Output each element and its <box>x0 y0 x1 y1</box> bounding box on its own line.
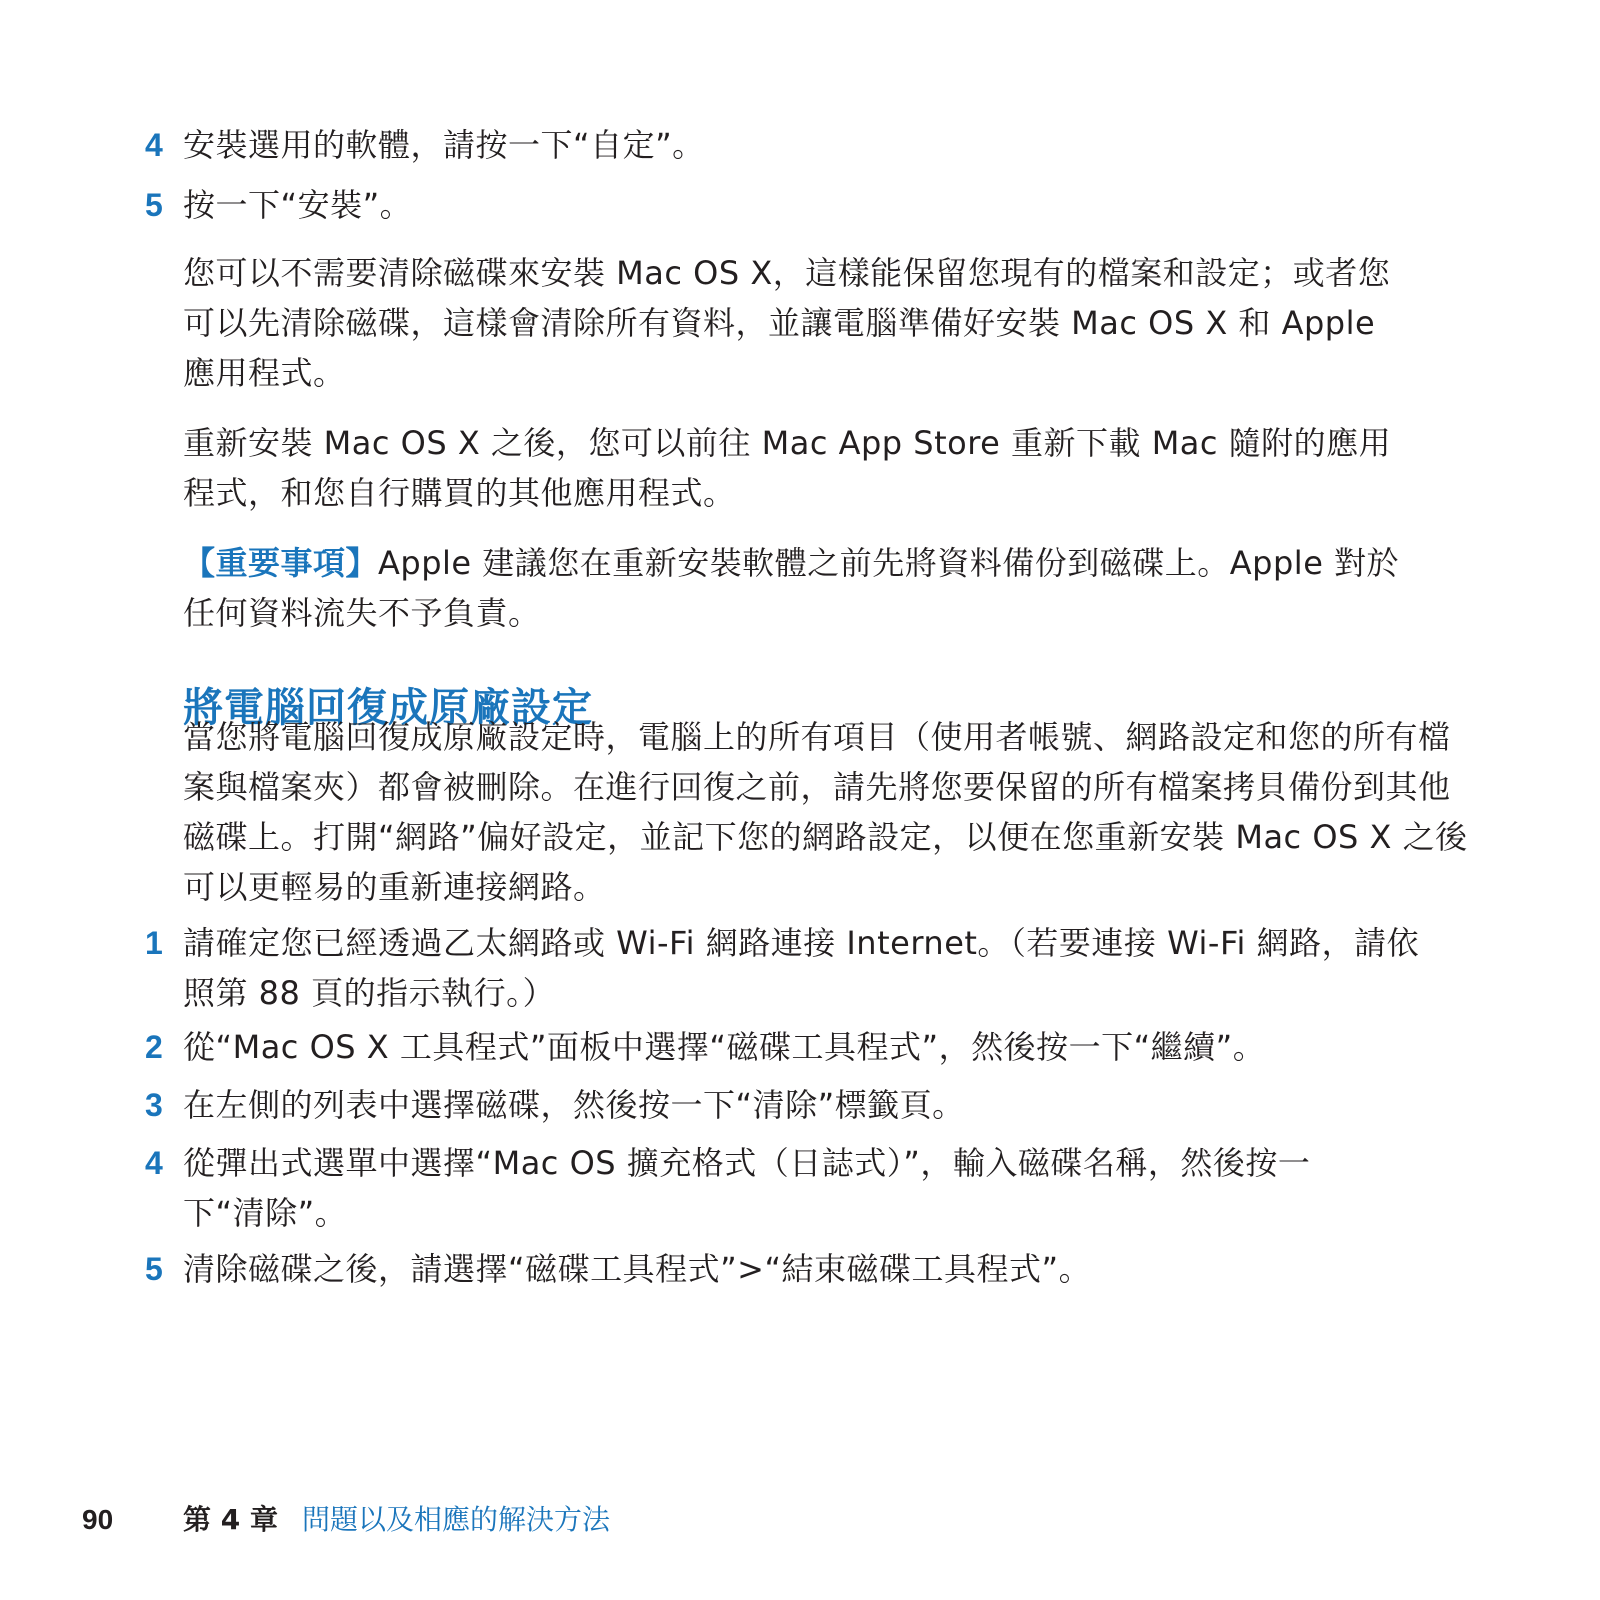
step-4-install-optional <box>145 120 1465 170</box>
step-number: 1 <box>145 925 163 961</box>
section-step-1 <box>145 918 1465 1018</box>
step-text: 從彈出式選單中選擇“Mac OS 擴充格式（日誌式）”，輸入磁碟名稱，然後按一下“清除”。 <box>183 1144 1311 1232</box>
paragraph-erase-option: 您可以不需要清除磁碟來安裝 Mac OS X，這樣能保留您現有的檔案和設定；或者您可以先清除磁碟，這樣會清除所有資料，並讓電腦準備好安裝 Mac OS X 和 Apple 應用程式。 <box>183 254 1391 392</box>
step-number: 4 <box>145 1145 163 1181</box>
section-step-3 <box>145 1080 1465 1130</box>
important-label: 【重要事項】 <box>183 544 379 582</box>
paragraph-reinstall-apps: 重新安裝 Mac OS X 之後，您可以前往 Mac App Store 重新下載 Mac 隨附的應用程式，和您自行購買的其他應用程式。 <box>183 424 1392 512</box>
step-text: 從“Mac OS X 工具程式”面板中選擇“磁碟工具程式”，然後按一下“繼續”。 <box>183 1028 1266 1066</box>
step-5-click-install <box>145 180 1465 230</box>
step-number: 4 <box>145 127 163 163</box>
section-step-2 <box>145 1022 1465 1072</box>
chapter-title: 問題以及相應的解決方法 <box>302 1503 611 1536</box>
section-title: 將電腦回復成原廠設定 <box>183 685 593 731</box>
important-text: Apple 建議您在重新安裝軟體之前先將資料備份到磁碟上。Apple 對於任何資料流失不予負責。 <box>183 544 1400 632</box>
step-number: 5 <box>145 187 163 223</box>
important-note <box>183 538 1413 638</box>
step-number: 3 <box>145 1087 163 1123</box>
section-step-4 <box>145 1138 1465 1238</box>
step-text: 清除磁碟之後，請選擇“磁碟工具程式”>“結束磁碟工具程式”。 <box>183 1250 1092 1288</box>
step-text: 安裝選用的軟體，請按一下“自定”。 <box>183 126 705 164</box>
chapter-label: 第 4 章 <box>183 1503 278 1536</box>
step-number: 5 <box>145 1251 163 1287</box>
section-step-5 <box>145 1244 1465 1294</box>
section-intro: 當您將電腦回復成原廠設定時，電腦上的所有項目（使用者帳號、網路設定和您的所有檔案與檔案夾）都會被刪除。在進行回復之前，請先將您要保留的所有檔案拷貝備份到其他磁碟上。打開“網路”偏好設定，並記下您的網路設定，以便在您重新安裝 Mac OS X 之後可以更輕易的重新連接網路。 <box>183 718 1468 906</box>
step-text: 請確定您已經透過乙太網路或 Wi-Fi 網路連接 Internet。（若要連接 Wi-Fi 網路，請依照第 88 頁的指示執行。） <box>183 924 1420 1012</box>
page-number: 90 <box>82 1504 114 1535</box>
step-number: 2 <box>145 1029 163 1065</box>
step-text: 在左側的列表中選擇磁碟，然後按一下“清除”標籤頁。 <box>183 1086 965 1124</box>
step-text: 按一下“安裝”。 <box>183 186 413 224</box>
